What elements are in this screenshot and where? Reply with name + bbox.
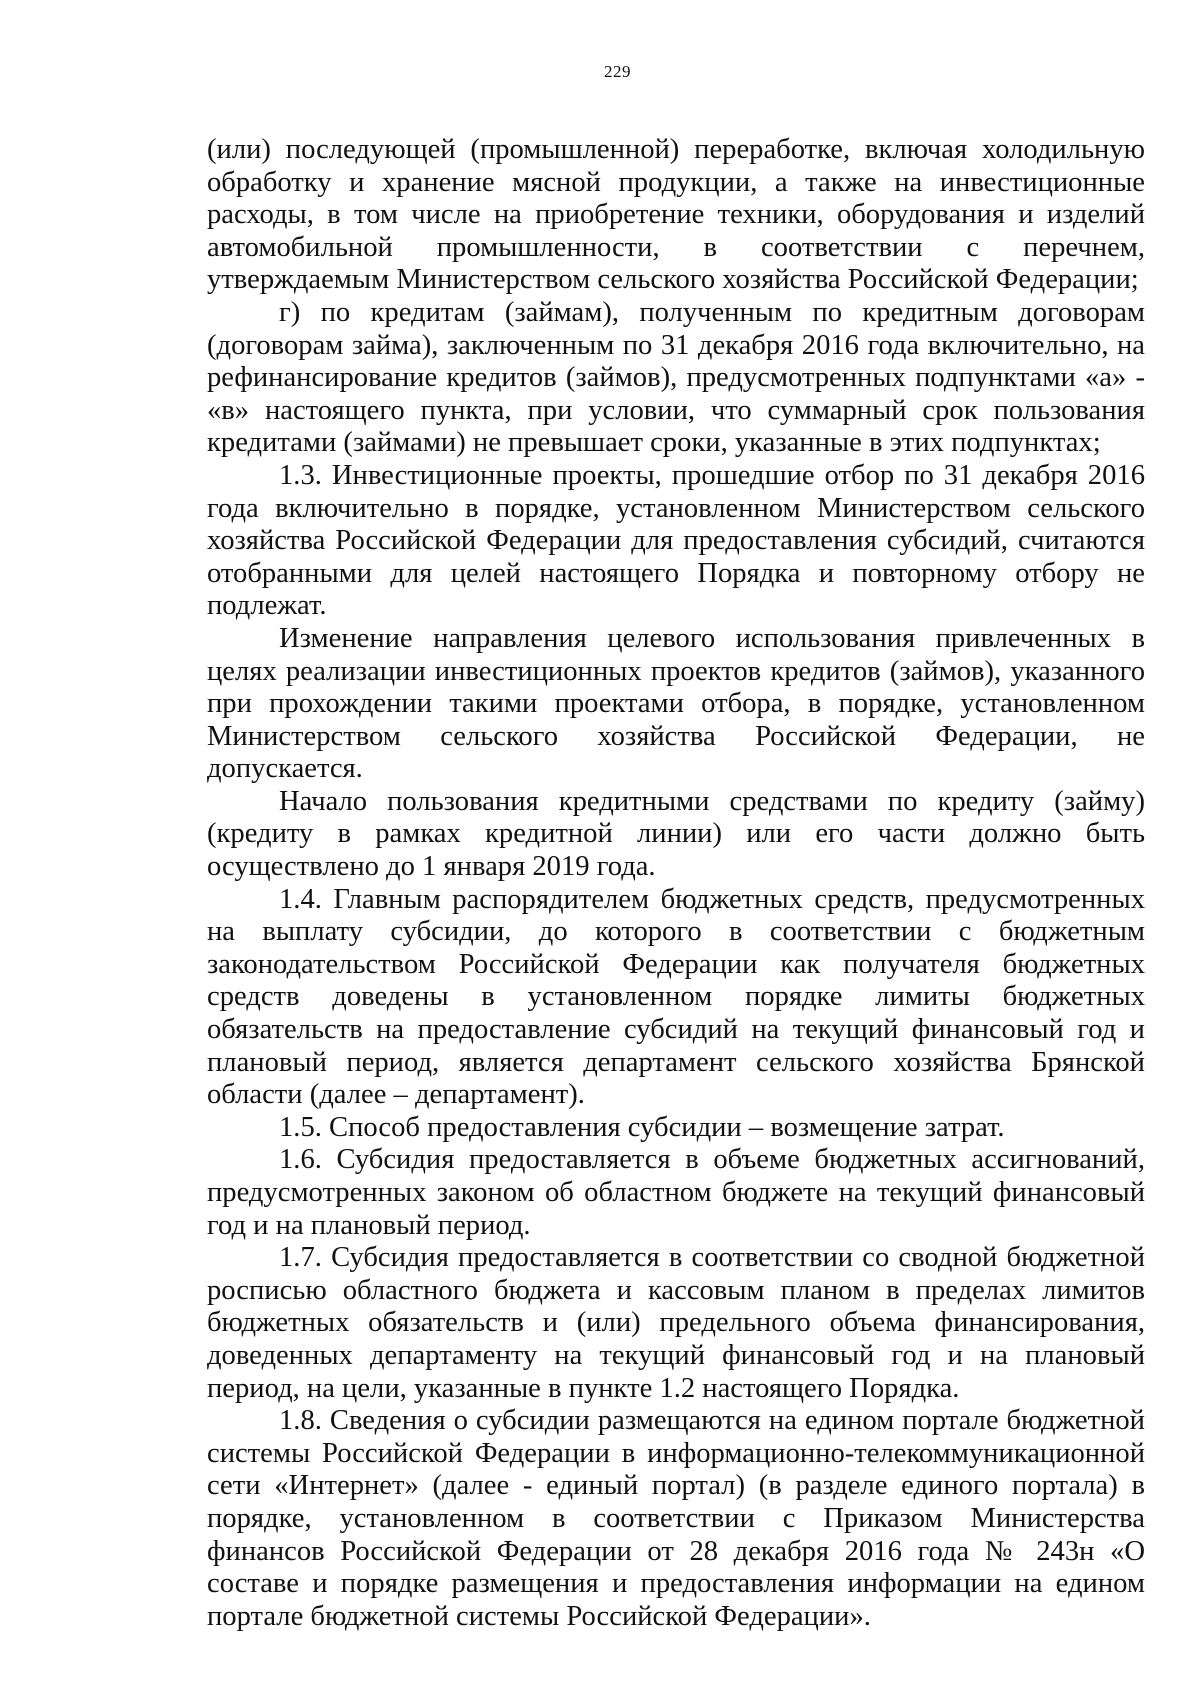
paragraph-1-7: 1.7. Субсидия предоставляется в соответствии со сводной бюджетной росписью областного бюджета и кассовым планом в пределах лимитов бюджетных обязательств и (или) предельного объема финансирования, доведенных департаменту на текущий финансовый год и на плановый период, на цели, указанные в пункте 1.2 настоящего Порядка. xyxy=(207,1242,1145,1404)
paragraph-continuation: (или) последующей (промышленной) переработке, включая холодильную обработку и хранение мясной продукции, а также на инвестиционные расходы, в том числе на приобретение техники, оборудования и изделий автомобильной промышленности, в соответствии с перечнем, утверждаемым Министерством сельского хозяйства Российской Федерации; xyxy=(207,134,1145,296)
paragraph-credit-start: Начало пользования кредитными средствами по кредиту (займу) (кредиту в рамках кредитной линии) или его части должно быть осуществлено до 1 января 2019 года. xyxy=(207,785,1145,883)
paragraph-1-5: 1.5. Способ предоставления субсидии – возмещение затрат. xyxy=(279,1111,1005,1143)
paragraph-1-6: 1.6. Субсидия предоставляется в объеме бюджетных ассигнований, предусмотренных законом об областном бюджете на текущий финансовый год и на плановый период. xyxy=(207,1144,1145,1241)
paragraph-subitem-g: г) по кредитам (займам), полученным по кредитным договорам (договорам займа), заключенным по 31 декабря 2016 года включительно, на рефинансирование кредитов (займов), предусмотренных подпунктами «а» - «в» настоящего пункта, при условии, что суммарный срок пользования кредитами (займами) не превышает сроки, указанные в этих подпунктах; xyxy=(207,296,1145,459)
paragraph-1-3: 1.3. Инвестиционные проекты, прошедшие отбор по 31 декабря 2016 года включительно в порядке, установленном Министерством сельского хозяйства Российской Федерации для предоставления субсидий, считаются отобранными для целей настоящего Порядка и повторному отбору не подлежат. xyxy=(207,459,1145,622)
paragraph-1-4: 1.4. Главным распорядителем бюджетных средств, предусмотренных на выплату субсидии, до которого в соответствии с бюджетным законодательством Российской Федерации как получателя бюджетных средств доведены в установленном порядке лимиты бюджетных обязательств на предоставление субсидий на текущий финансовый год и плановый период, является департамент сельского хозяйства Брянской области (далее – департамент). xyxy=(207,883,1145,1111)
page-number: 229 xyxy=(604,62,631,81)
paragraph-1-8: 1.8. Сведения о субсидии размещаются на едином портале бюджетной системы Российской Федерации в информационно-телекоммуникационной сети «Интернет» (далее - единый портал) (в разделе единого портала) в порядке, установленном в соответствии с Приказом Министерства финансов Российской Федерации от 28 декабря 2016 года № 243н «О составе и порядке размещения и предоставления информации на едином портале бюджетной системы Российской Федерации». xyxy=(207,1405,1145,1632)
paragraph-change-of-purpose: Изменение направления целевого использования привлеченных в целях реализации инвестиционных проектов кредитов (займов), указанного при прохождении такими проектами отбора, в порядке, установленном Министерством сельского хозяйства Российской Федерации, не допускается. xyxy=(207,622,1145,785)
document-body xyxy=(207,134,1145,1633)
